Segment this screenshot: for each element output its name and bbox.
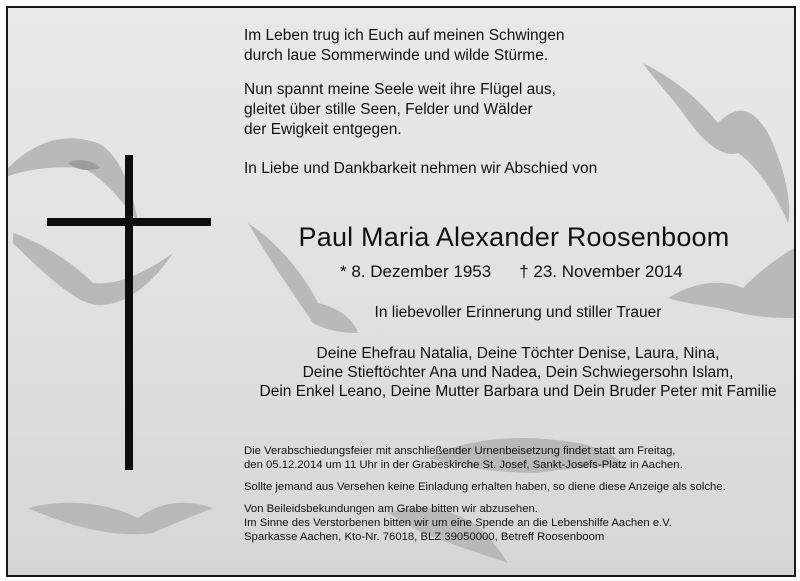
poem-line: der Ewigkeit entgegen. [244,121,402,138]
ceremony-notes [244,444,784,552]
family-line: Deine Stieftöchter Ana und Nadea, Dein Schwiegersohn Islam, [302,364,734,381]
poem-line: Im Leben trug ich Euch auf meinen Schwingen [244,27,565,44]
poem-line: Nun spannt meine Seele weit ihre Flügel aus, [244,81,556,98]
poem-line: gleitet über stille Seen, Felder und Wälder [244,101,533,118]
farewell-intro: In Liebe und Dankbarkeit nehmen wir Abschied von [244,160,598,177]
deceased-name: Paul Maria Alexander Roosenboom [298,222,730,252]
notes-paragraph [244,502,784,544]
notes-line: Die Verabschiedungsfeier mit anschließender Urnenbeisetzung findet statt am Freitag, [244,445,676,457]
seagull-icon [13,233,173,305]
family-line: Deine Ehefrau Natalia, Deine Töchter Denise, Laura, Nina, [316,345,720,362]
poem [244,26,704,154]
notes-paragraph [244,480,784,494]
cross-icon-beam [47,218,211,226]
obituary-card [6,6,796,577]
mourning-line: In liebevoller Erinnerung und stiller Trauer [374,304,662,321]
notes-line: Sollte jemand aus Versehen keine Einladung erhalten haben, so diene diese Anzeige als solche. [244,481,726,493]
poem-stanza [244,80,704,140]
notes-line: Im Sinne des Verstorbenen bitten wir um eine Spende an die Lebenshilfe Aachen e.V. [244,517,672,529]
notes-line: Sparkasse Aachen, Kto-Nr. 76018, BLZ 39050000, Betreff Roosenboom [244,531,605,543]
life-dates [340,262,683,282]
cross-icon [125,155,133,470]
poem-line: durch laue Sommerwinde und wilde Stürme. [244,47,549,64]
notes-line: Von Beileidsbekundungen am Grabe bitten wir abzusehen. [244,503,538,515]
death-date: † 23. November 2014 [519,262,683,281]
birth-date: * 8. Dezember 1953 [340,262,492,281]
notes-line: den 05.12.2014 um 11 Uhr in der Grabeskirche St. Josef, Sankt-Josefs-Platz in Aachen. [244,459,683,471]
seagull-icon [8,138,138,223]
poem-stanza [244,26,704,66]
notes-paragraph [244,444,784,472]
family-line: Dein Enkel Leano, Deine Mutter Barbara und Dein Bruder Peter mit Familie [259,383,777,400]
seagull-icon [28,503,213,534]
family-list [228,344,796,401]
